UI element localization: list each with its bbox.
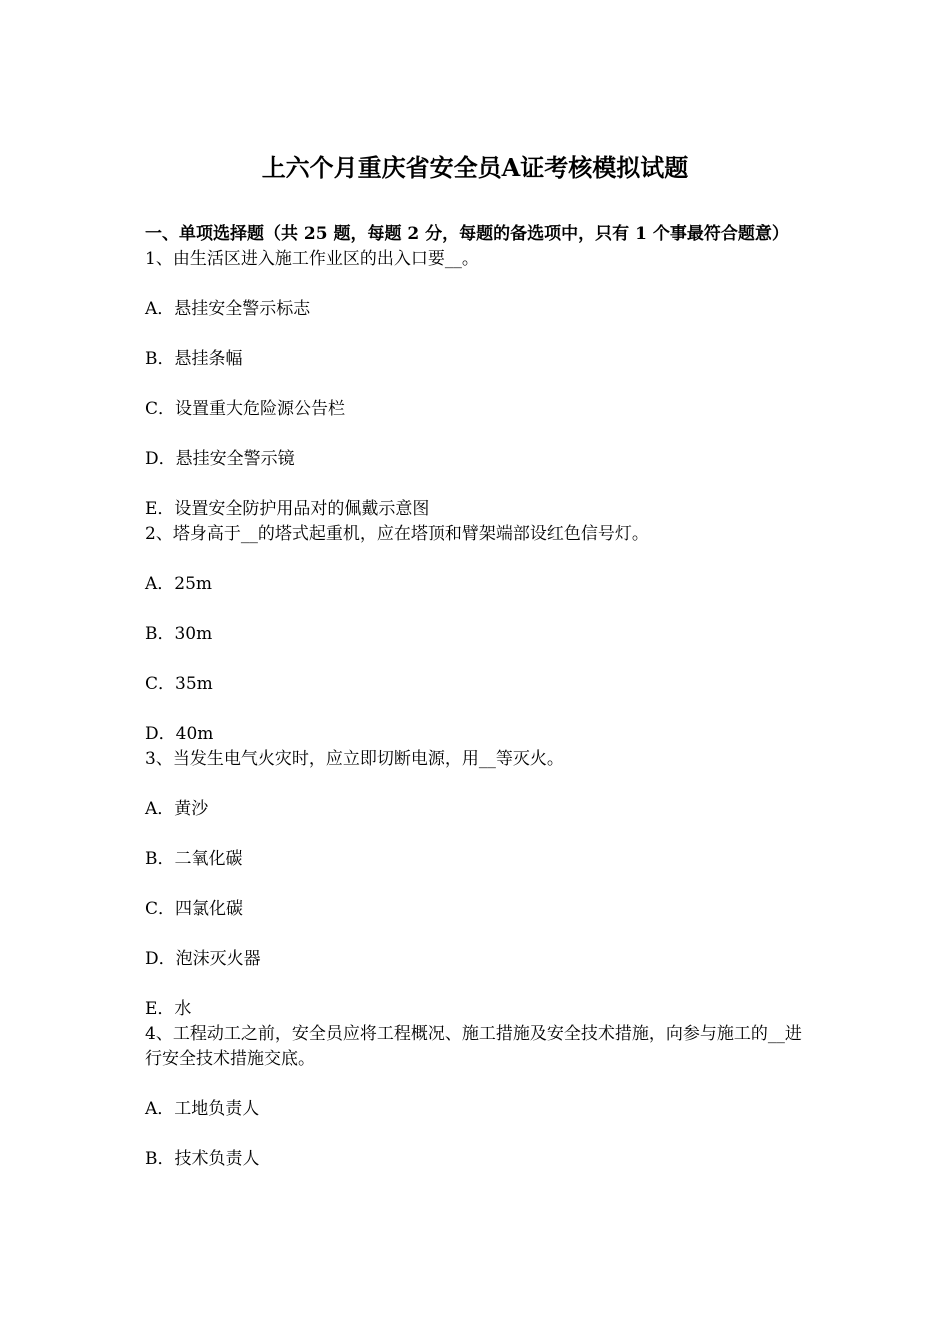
answer-option: D．40m: [145, 724, 214, 744]
answer-option: B．30m: [145, 624, 213, 644]
question-text: 2、塔身高于__的塔式起重机，应在塔顶和臂架端部设红色信号灯。: [145, 524, 649, 544]
answer-option: B．悬挂条幅: [145, 349, 243, 369]
question-text: 3、当发生电气火灾时，应立即切断电源，用__等灭火。: [145, 749, 564, 769]
answer-option: A．悬挂安全警示标志: [145, 299, 311, 319]
question-block: [145, 247, 810, 522]
answer-option: D．悬挂安全警示镜: [145, 449, 295, 469]
answer-option: E．水: [145, 999, 192, 1019]
section-heading: 一、单项选择题（共 25 题，每题 2 分，每题的备选项中，只有 1 个事最符合题意）: [145, 224, 789, 244]
question-text: 4、工程动工之前，安全员应将工程概况、施工措施及安全技术措施，向参与施工的__进行安全技术措施交底。: [145, 1024, 802, 1069]
question-block: [145, 747, 810, 1022]
question-text: 1、由生活区进入施工作业区的出入口要__。: [145, 249, 479, 269]
answer-option: D．泡沫灭火器: [145, 949, 261, 969]
document-body: [145, 222, 810, 1172]
question-block: [145, 1022, 810, 1172]
document-title: 上六个月重庆省安全员A证考核模拟试题: [261, 153, 689, 182]
answer-option: A．工地负责人: [145, 1099, 260, 1119]
answer-option: B．二氧化碳: [145, 849, 243, 869]
answer-option: A．25m: [145, 574, 213, 594]
answer-option: A．黄沙: [145, 799, 209, 819]
question-block: [145, 522, 810, 747]
answer-option: B．技术负责人: [145, 1149, 260, 1169]
answer-option: C．设置重大危险源公告栏: [145, 399, 346, 419]
answer-option: E．设置安全防护用品对的佩戴示意图: [145, 499, 430, 519]
answer-option: C．35m: [145, 674, 213, 694]
answer-option: C．四氯化碳: [145, 899, 244, 919]
